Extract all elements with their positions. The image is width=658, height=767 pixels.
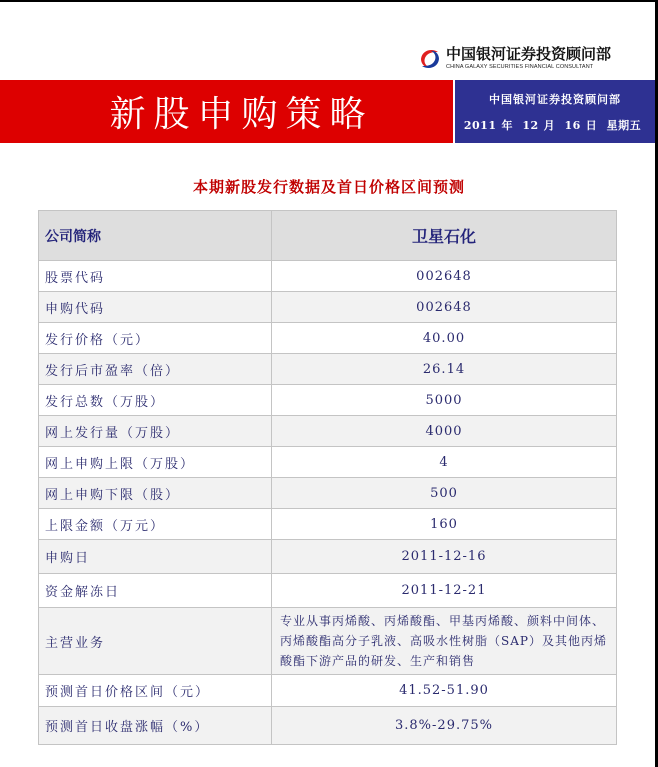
row-label: 发行价格（元） <box>39 323 272 354</box>
table-row <box>39 323 617 354</box>
table-row <box>39 292 617 323</box>
row-value: 002648 <box>272 261 617 292</box>
table-row <box>39 416 617 447</box>
row-label: 申购日 <box>39 540 272 574</box>
row-label: 预测首日收盘涨幅（%） <box>39 707 272 745</box>
banner-org: 中国银河证券投资顾问部 <box>489 92 621 106</box>
date-day-unit: 日 <box>585 118 598 132</box>
row-label: 上限金额（万元） <box>39 509 272 540</box>
row-label: 网上发行量（万股） <box>39 416 272 447</box>
table-row <box>39 447 617 478</box>
row-label: 申购代码 <box>39 292 272 323</box>
brand-name-cn: 中国银河证券投资顾问部 <box>446 45 612 64</box>
row-label: 主营业务 <box>39 608 272 675</box>
row-label: 发行后市盈率（倍） <box>39 354 272 385</box>
row-value: 4 <box>272 447 617 478</box>
page-frame-top-border <box>0 0 658 2</box>
date-year: 2011 <box>463 118 497 132</box>
table-row <box>39 478 617 509</box>
report-date <box>464 117 646 133</box>
table-row <box>39 385 617 416</box>
table-row <box>39 261 617 292</box>
table-header-row <box>39 211 617 261</box>
row-value: 2011-12-21 <box>272 574 617 608</box>
row-value: 160 <box>272 509 617 540</box>
title-banner <box>0 80 453 143</box>
row-label: 网上申购上限（万股） <box>39 447 272 478</box>
table-row-main-business <box>39 608 617 675</box>
date-weekday: 星期五 <box>606 118 642 132</box>
galaxy-swirl-logo-icon <box>418 47 442 71</box>
date-year-unit: 年 <box>501 118 513 132</box>
row-value: 5000 <box>272 385 617 416</box>
table-row <box>39 707 617 745</box>
header-company-name: 卫星石化 <box>272 211 617 261</box>
row-label: 预测首日价格区间（元） <box>39 675 272 707</box>
page-title: 新股申购策略 <box>109 94 374 135</box>
row-value: 3.8%-29.75% <box>272 707 617 745</box>
brand-name-en: CHINA GALAXY SECURITIES FINANCIAL CONSULTANT <box>446 64 594 71</box>
row-value: 002648 <box>272 292 617 323</box>
row-value: 26.14 <box>272 354 617 385</box>
header-label: 公司简称 <box>39 211 272 261</box>
table-row <box>39 675 617 707</box>
brand-header <box>418 44 611 74</box>
row-value: 2011-12-16 <box>272 540 617 574</box>
date-month-unit: 月 <box>543 118 556 132</box>
table-row <box>39 574 617 608</box>
table-row <box>39 354 617 385</box>
row-label: 股票代码 <box>39 261 272 292</box>
row-value: 4000 <box>272 416 617 447</box>
row-value: 40.00 <box>272 323 617 354</box>
section-title: 本期新股发行数据及首日价格区间预测 <box>192 178 465 196</box>
row-label: 资金解冻日 <box>39 574 272 608</box>
org-date-banner <box>455 80 655 143</box>
date-month: 12 <box>522 118 539 132</box>
table-row <box>39 540 617 574</box>
table-row <box>39 509 617 540</box>
row-value: 专业从事丙烯酸、丙烯酸酯、甲基丙烯酸、颜料中间体、丙烯酸酯高分子乳液、高吸水性树脂（SAP）及其他丙烯酸酯下游产品的研发、生产和销售 <box>272 608 617 675</box>
row-value: 500 <box>272 478 617 509</box>
row-value: 41.52-51.90 <box>272 675 617 707</box>
date-day: 16 <box>564 118 581 132</box>
row-label: 发行总数（万股） <box>39 385 272 416</box>
row-label: 网上申购下限（股） <box>39 478 272 509</box>
ipo-data-table <box>38 210 617 745</box>
